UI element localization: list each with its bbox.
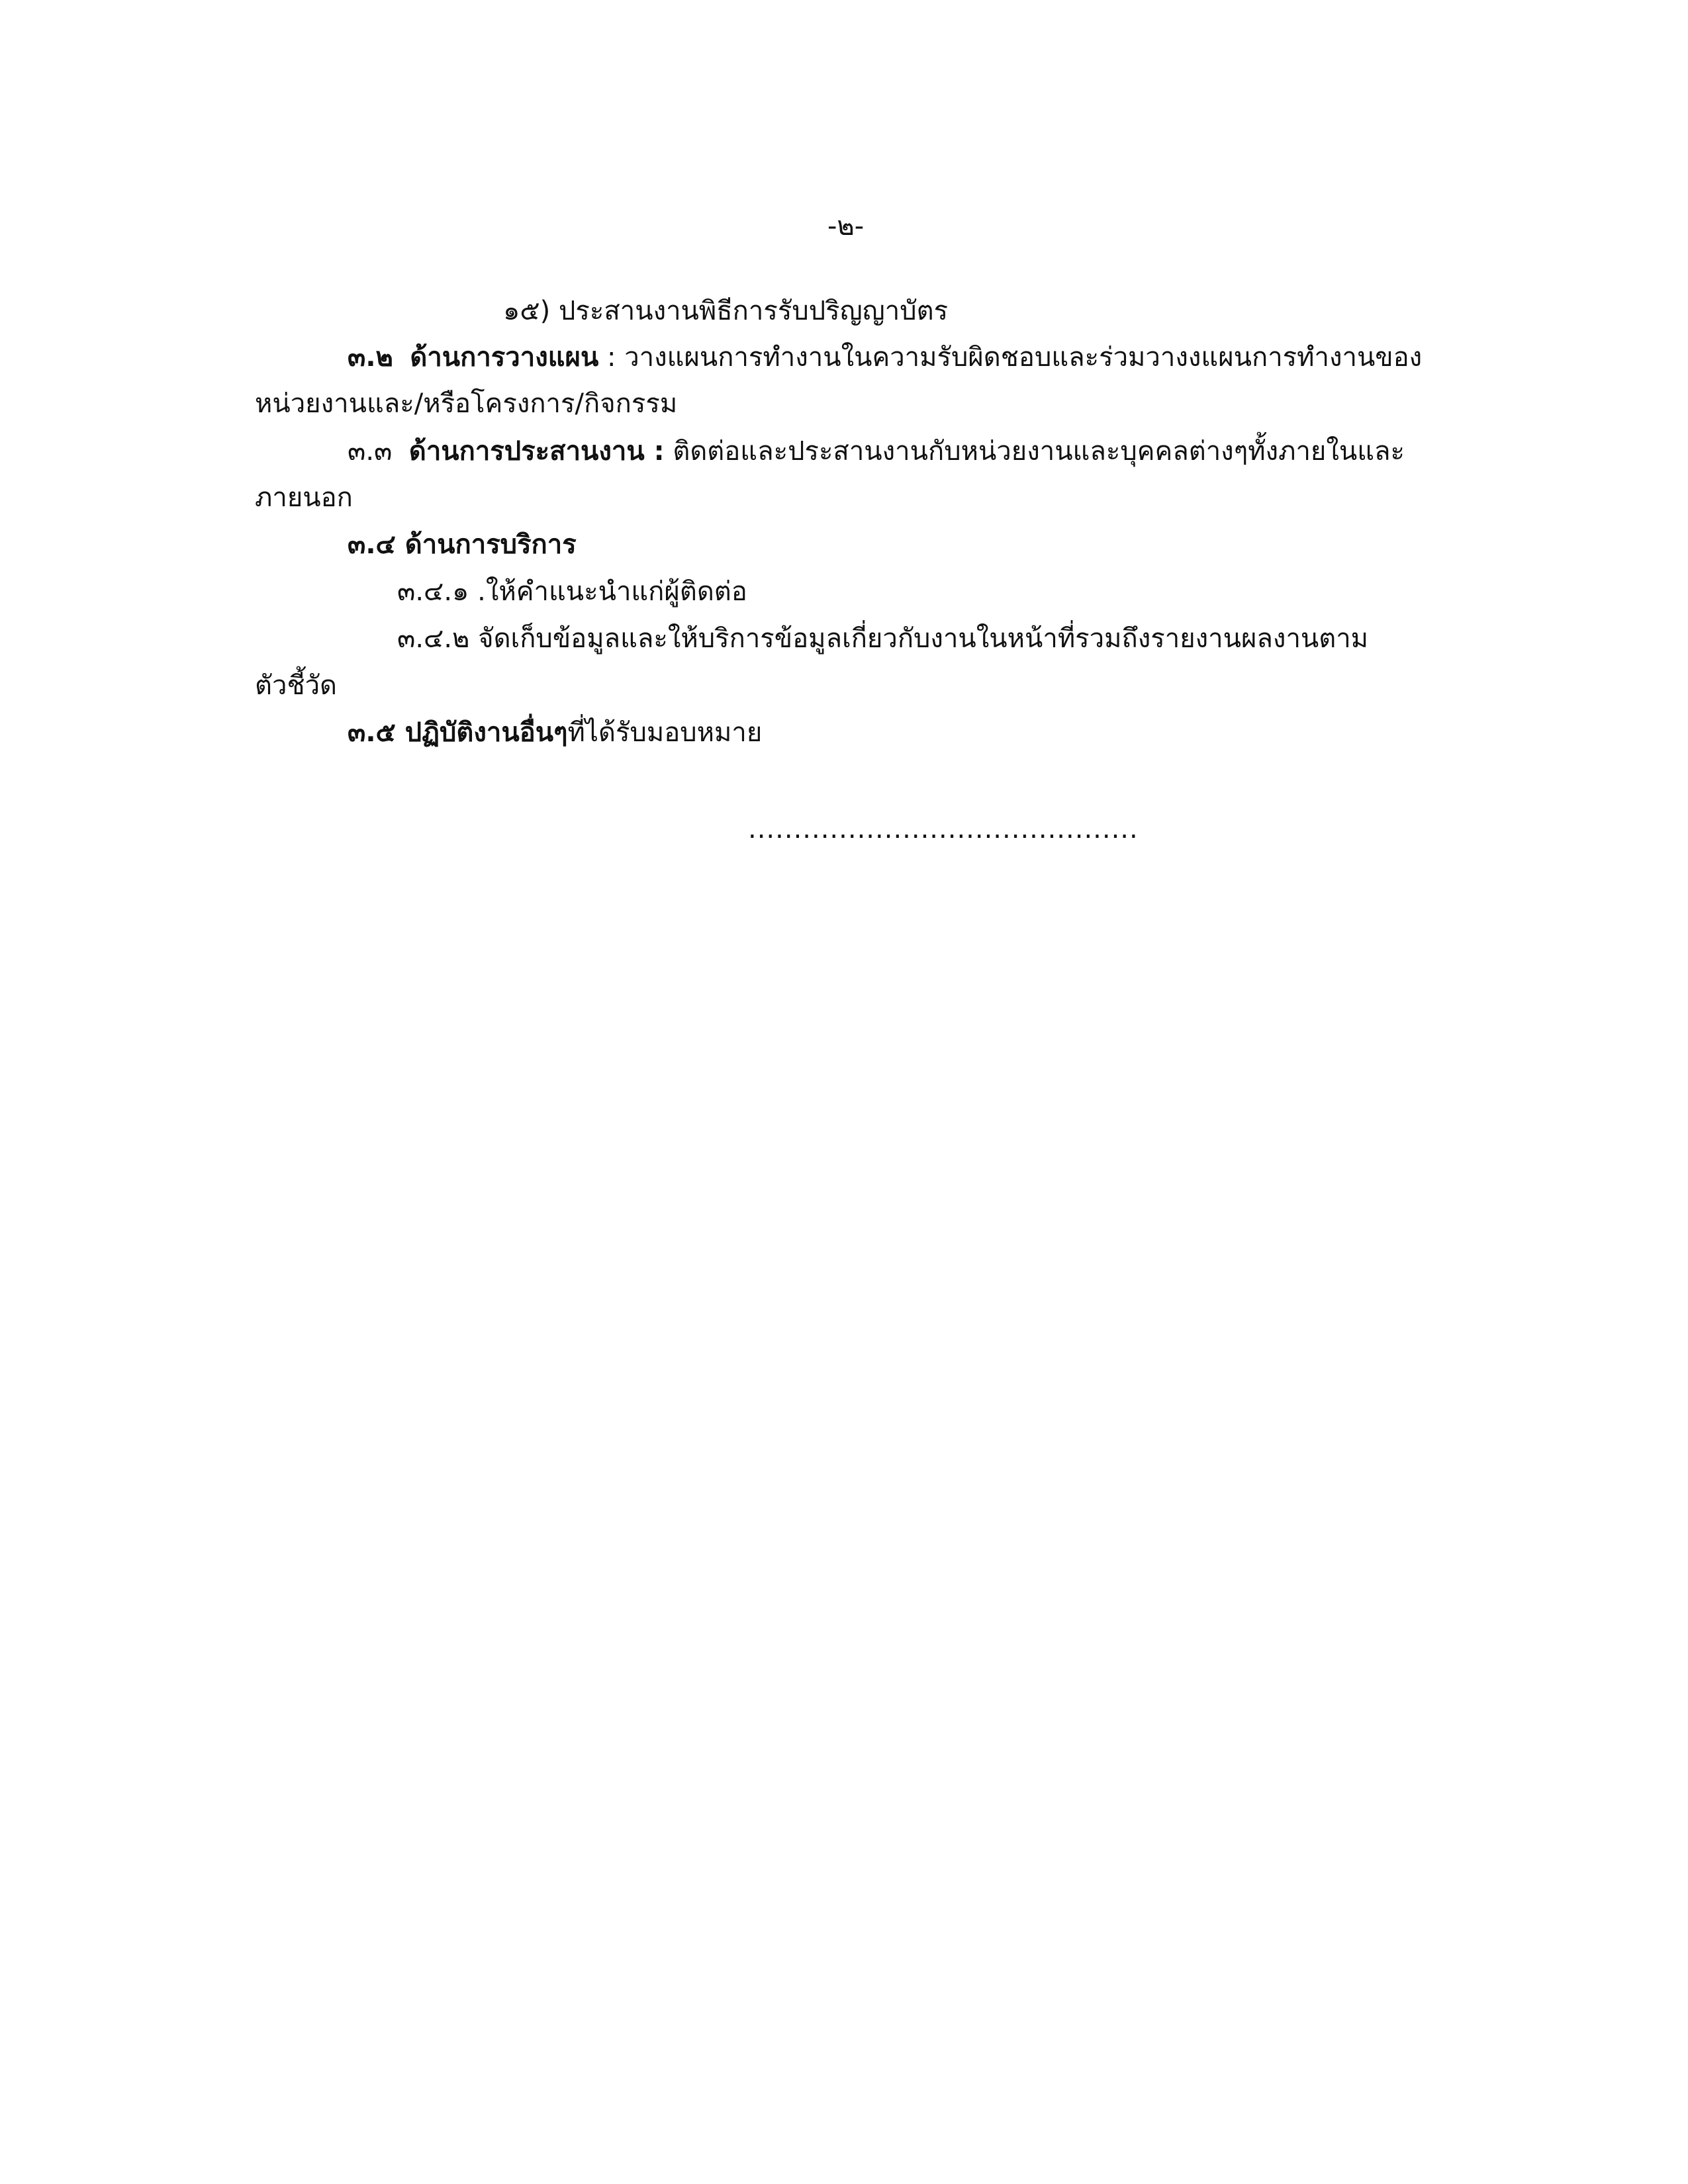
section-3-3-number: ๓.๓ [348,436,393,467]
section-3-3-continuation: ภายนอก [255,482,353,513]
section-3-5-heading: ๓.๕ ปฏิบัติงานอื่นๆ [348,717,568,748]
item-15-graduation-ceremony: ๑๕) ประสานงานพิธีการรับปริญญาบัตร [503,296,949,326]
section-3-5-line [348,713,762,752]
section-3-4-2-item: ๓.๔.๒ จัดเก็บข้อมูลและให้บริการข้อมูลเกี่ยวกับงานในหน้าที่รวมถึงรายงานผลงานตาม [397,623,1369,654]
page-number: -๒- [827,211,865,242]
section-3-4-2-continuation: ตัวชี้วัด [255,670,338,701]
section-3-2-heading: ด้านการวางแผน [410,342,599,373]
end-dotted-line: ........................................... [748,814,1139,844]
section-3-2-continuation: หน่วยงานและ/หรือโครงการ/กิจกรรม [255,388,678,419]
section-3-2-number: ๓.๒ [348,342,393,373]
section-3-4-1-item: ๓.๔.๑ .ให้คำแนะนำแก่ผู้ติดต่อ [397,576,747,607]
section-3-3-heading: ด้านการประสานงาน : [408,436,665,467]
section-3-3-line [348,432,1405,471]
section-3-4-heading: ๓.๔ ด้านการบริการ [348,529,577,560]
section-3-2-text: : วางแผนการทำงานในความรับผิดชอบและร่วมวางงแผนการทำงานของ [598,342,1423,373]
section-3-3-text: ติดต่อและประสานงานกับหน่วยงานและบุคคลต่างๆทั้งภายในและ [664,436,1405,467]
section-3-5-text: ที่ได้รับมอบหมาย [567,717,763,748]
section-3-2-line [348,338,1422,377]
